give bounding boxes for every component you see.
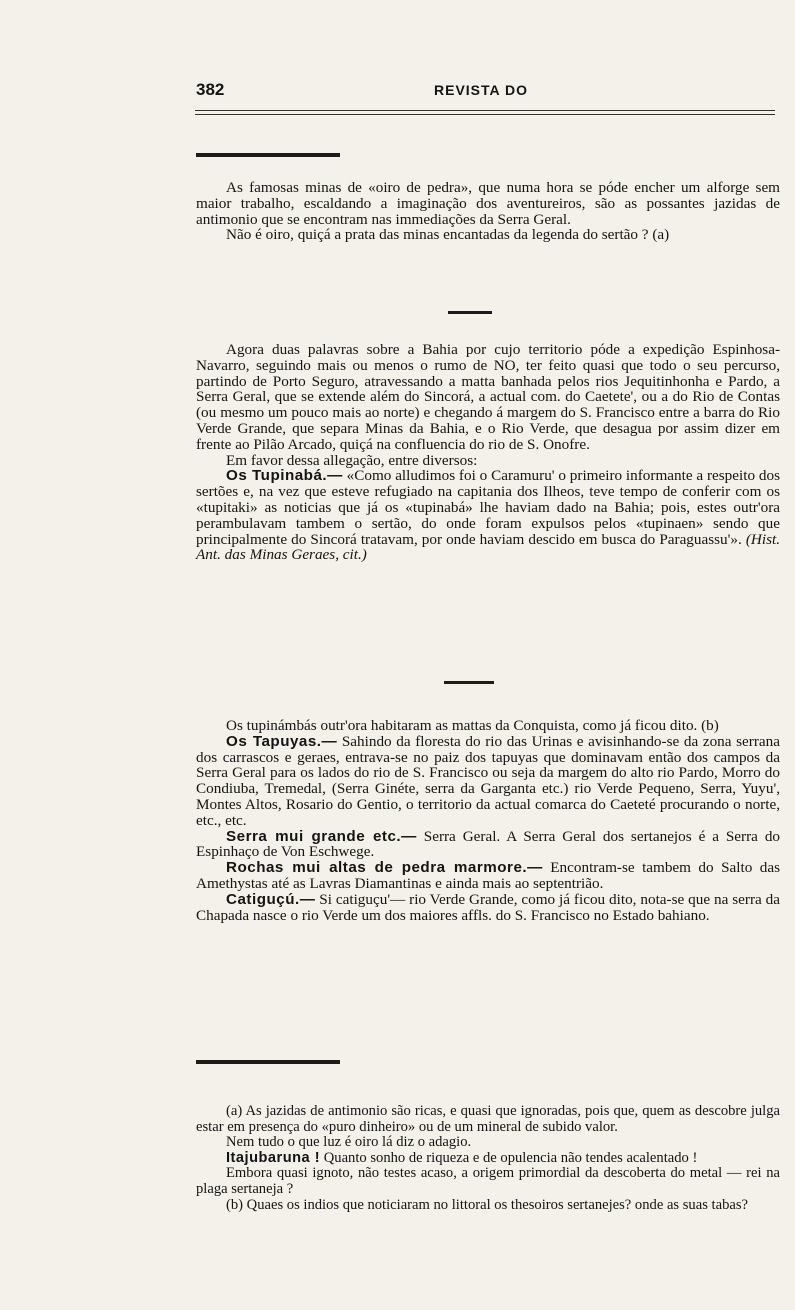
paragraph-text: «Como alludimos foi o Caramuru' o primeiro informante a respeito dos sertões e, na vez que esteve refugiado na capitania dos Ilheos, teve tempo de conferir com os «tupitaki» as noticias que já os «tupinabá» lhe haviam dado na Bahia; pois, estes outr'ora perambulavam tambem o sertão, do onde foram expulsos pelos «tupinaen» sendo que principalmente do Sincorá tratavam, por onde haviam descido em busca do Paraguassu'». bbox=[196, 467, 780, 548]
paragraph bbox=[196, 892, 780, 924]
footnote: Embora quasi ignoto, não testes acaso, a origem primordial da descoberta do metal — rei na plaga sertaneja ? bbox=[196, 1165, 780, 1197]
paragraph-lead: Os Tupinabá.— bbox=[226, 467, 343, 485]
paragraph bbox=[196, 860, 780, 892]
paragraph-lead: Os Tapuyas.— bbox=[226, 732, 338, 750]
footnote: (b) Quaes os indios que noticiaram no littoral os thesoiros sertanejes? onde as suas tabas? bbox=[226, 1196, 748, 1213]
paragraph bbox=[196, 829, 780, 861]
footnote-lead: Itajubaruna ! bbox=[226, 1149, 321, 1166]
section-separator bbox=[448, 311, 492, 314]
paragraph-lead: Catiguçú.— bbox=[226, 890, 316, 908]
section-separator bbox=[444, 681, 494, 684]
footnote-text: Quanto sonho de riqueza e de opulencia não tendes acalentado ! bbox=[320, 1149, 698, 1166]
paragraph: Não é oiro, quiçá a prata das minas encantadas da legenda do sertão ? (a) bbox=[226, 226, 670, 244]
paragraph-text: Sahindo da floresta do rio das Urinas e avisinhando-se da zona serrana dos carrascos e geraes, entrava-se no paiz dos tapuyas que dominavam então dos campos da Serra Geral para os lados do rio de S. Francisco ou seja da margem do alto rio Pardo, Morro do Condiuba, Tremedal, (Serra Ginéte, serra da Garganta etc.) rio Verde Pequeno, Serra, Yuyu', Montes Altos, Rosario do Gentio, o territorio da actual comarca do Caeteté procurando o norte, etc., etc. bbox=[196, 732, 780, 829]
paragraph bbox=[196, 734, 780, 829]
paragraph: Agora duas palavras sobre a Bahia por cujo territorio póde a expedição Espinhosa-Navarro, seguindo mais ou menos o rumo de NO, ter feito quasi que todo o seu percurso, partindo de Porto Seguro, atravessando a matta banhada pelos rios Jequitinhonha e Pardo, a Serra Geral, que se extende além do Sincorá, a actual com. do Caetete', ou a do Rio de Contas (ou mesmo um pouco mais ao norte) e chegando á margem do S. Francisco entre a barra do Rio Verde Grande, que separa Minas da Bahia, e o Rio Verde, que desagua por assim dizer em frente ao Pilão Arcado, quiçá na confluencia do rio de S. Onofre. bbox=[196, 341, 780, 453]
paragraph-lead: Serra mui grande etc.— bbox=[226, 827, 417, 845]
paragraph-text: Serra Geral. A Serra Geral dos sertanejos é a Serra do Espinhaço de Von Eschwege. bbox=[196, 827, 781, 861]
header-rule bbox=[195, 110, 775, 115]
running-title: REVISTA DO bbox=[434, 82, 529, 98]
paragraph: Em favor dessa allegação, entre diversos: bbox=[226, 451, 478, 469]
citation: (Hist. Ant. das Minas Geraes, cit.) bbox=[196, 530, 781, 564]
section-separator bbox=[196, 153, 340, 157]
paragraph-text: Encontram-se tambem do Salto das Amethystas até as Lavras Diamantinas e ainda mais ao septentrião. bbox=[196, 859, 780, 892]
section-2 bbox=[196, 342, 780, 563]
section-1 bbox=[196, 180, 780, 243]
section-3 bbox=[196, 718, 780, 923]
footnote: (a) As jazidas de antimonio são ricas, e quasi que ignoradas, pois que, quem as descobre julga estar em presença do «puro dinheiro» ou de um mineral de subido valor. bbox=[196, 1103, 780, 1135]
paragraph-lead: Rochas mui altas de pedra marmore.— bbox=[226, 859, 543, 877]
page-header bbox=[196, 80, 776, 102]
paragraph: Os tupinámbás outr'ora habitaram as mattas da Conquista, como já ficou dito. (b) bbox=[226, 717, 719, 734]
paragraph-text: Si catiguçu'— rio Verde Grande, como já ficou dito, nota-se que na serra da Chapada nasce o rio Verde um dos maiores affls. do S. Francisco no Estado bahiano. bbox=[196, 890, 780, 924]
footnote: Nem tudo o que luz é oiro lá diz o adagio. bbox=[226, 1134, 472, 1151]
page-number: 382 bbox=[196, 80, 225, 99]
paragraph bbox=[196, 468, 780, 563]
footnotes bbox=[196, 1104, 780, 1213]
footnote bbox=[196, 1151, 780, 1167]
paragraph: As famosas minas de «oiro de pedra», que numa hora se póde encher um alforge sem maior trabalho, escaldando a imaginação dos aventureiros, são as possantes jazidas de antimonio que se encontram nas immediações da Serra Geral. bbox=[196, 179, 780, 228]
footnote-separator bbox=[196, 1060, 340, 1064]
